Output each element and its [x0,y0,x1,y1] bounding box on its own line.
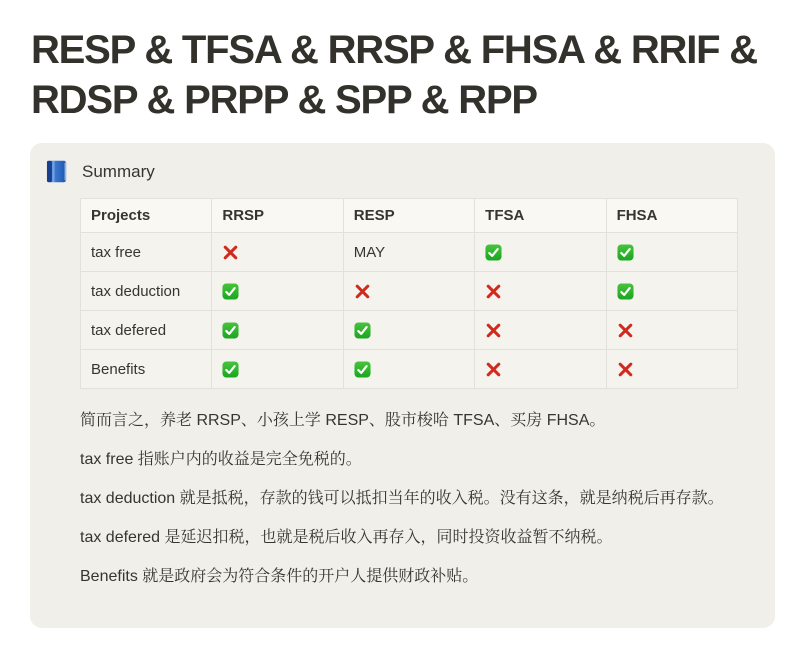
summary-table-wrap [80,198,775,389]
explanation-paragraphs [80,408,740,589]
cross-icon [485,322,502,339]
paragraph: Benefits 就是政府会为符合条件的开户人提供财政补贴。 [80,568,479,585]
cross-icon [222,244,239,261]
cell-cross [212,233,343,272]
cell-cross [606,350,737,389]
check-icon [222,283,239,300]
paragraph: tax deduction 就是抵税，存款的钱可以抵扣当年的收入税。没有这条，就是纳税后再存款。 [80,490,724,507]
page-title: RESP & TFSA & RRSP & FHSA & RRIF & RDSP & PRPP & SPP & RPP [31,28,757,122]
cross-icon [617,361,634,378]
check-icon [222,322,239,339]
paragraph: tax defered 是延迟扣税，也就是税后收入再存入，同时投资收益暂不纳税。 [80,529,613,546]
blue-book-icon [46,160,67,183]
table-header-row [81,199,738,233]
col-header-fhsa: FHSA [606,199,737,233]
cell-check [343,311,474,350]
cell-cross [475,350,606,389]
cell-check [606,272,737,311]
row-label: tax defered [81,311,212,350]
summary-callout-card [30,143,775,628]
cell-cross [343,272,474,311]
cell-cross [475,311,606,350]
row-label: tax free [81,233,212,272]
cell-check [212,311,343,350]
summary-label: Summary [82,161,155,181]
cross-icon [354,283,371,300]
table-row [81,272,738,311]
col-header-resp: RESP [343,199,474,233]
col-header-projects: Projects [81,199,212,233]
cell-text: MAY [343,233,474,272]
table-row [81,311,738,350]
cell-check [212,350,343,389]
summary-table-body [81,233,738,389]
check-icon [485,244,502,261]
cross-icon [617,322,634,339]
check-icon [354,322,371,339]
check-icon [617,244,634,261]
summary-header [30,143,775,183]
check-icon [354,361,371,378]
cell-check [606,233,737,272]
col-header-rrsp: RRSP [212,199,343,233]
cell-check [343,350,474,389]
summary-table [80,198,738,389]
check-icon [617,283,634,300]
cross-icon [485,361,502,378]
cell-cross [606,311,737,350]
paragraph: 简而言之，养老 RRSP、小孩上学 RESP、股市梭哈 TFSA、买房 FHSA。 [80,412,606,429]
cell-cross [475,272,606,311]
table-row [81,350,738,389]
cell-check [475,233,606,272]
paragraph: tax free 指账户内的收益是完全免税的。 [80,451,362,468]
cell-check [212,272,343,311]
check-icon [222,361,239,378]
row-label: tax deduction [81,272,212,311]
cross-icon [485,283,502,300]
table-row [81,233,738,272]
row-label: Benefits [81,350,212,389]
col-header-tfsa: TFSA [475,199,606,233]
